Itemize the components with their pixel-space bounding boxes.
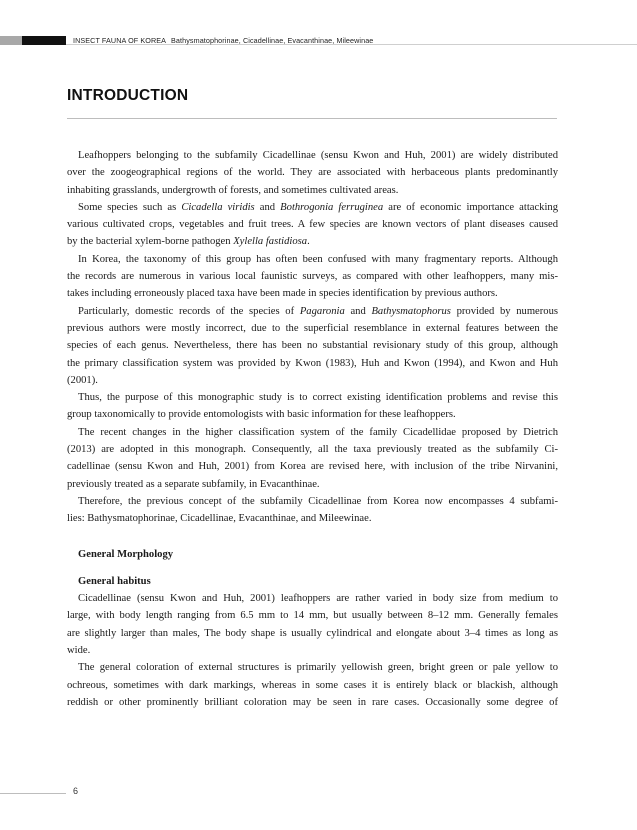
habitus-paragraph-1 xyxy=(67,590,558,659)
text-line: species of each genus. Nevertheless, there has been no substantial revisionary study of this group, although xyxy=(67,340,558,352)
paragraph-3 xyxy=(67,251,558,303)
species-name: Cicadella viridis xyxy=(181,201,255,213)
text-line: reddish or other prominently brilliant coloration may be seen in rare cases. Occasionally some degree of xyxy=(67,696,558,708)
text-line: previously treated as a separate subfamily, in Evacanthinae. xyxy=(67,478,320,490)
text-line: In Korea, the taxonomy of this group has often been confused with many fragmentary reports. Although xyxy=(78,253,558,265)
text-line: Particularly, domestic records of the species of Pagaronia and Bathysmatophorus provided by numerous xyxy=(78,305,559,317)
text-line: wide. xyxy=(67,645,91,657)
text-line: Therefore, the previous concept of the subfamily Cicadellinae from Korea now encompasses 4 subfami- xyxy=(78,495,558,507)
header-series: INSECT FAUNA OF KOREA xyxy=(73,36,167,45)
page-title: INTRODUCTION xyxy=(67,87,189,104)
text-line: ochreous, sometimes with dark markings, whereas in some cases it is entirely black or blackish, although xyxy=(67,679,558,691)
genus-name: Pagaronia xyxy=(299,305,345,317)
text-line: The recent changes in the higher classification system of the family Cicadellidae proposed by Dietrich xyxy=(78,426,558,438)
paragraph-6 xyxy=(67,424,558,493)
text-line: (2001). xyxy=(67,374,98,386)
footer-rule xyxy=(0,793,66,794)
section-heading: General Morphology xyxy=(78,548,174,560)
text-line: group taxonomically to provide entomologists with basic information for these leafhoppers. xyxy=(67,409,456,421)
body-text xyxy=(67,147,558,711)
text-line: over the zoogeographical regions of the world. They are associated with herbaceous plants predominantly xyxy=(67,167,558,179)
paragraph-7 xyxy=(67,493,558,528)
text-line: various cultivated crops, vegetables and fruit trees. A few species are known vectors of plant diseases caused xyxy=(67,219,558,231)
paragraph-4 xyxy=(67,303,558,389)
text-line: Some species such as Cicadella viridis and Bothrogonia ferruginea are of economic importance attacking xyxy=(78,201,559,213)
text-line: the records are numerous in various local faunistic surveys, as compared with other leafhoppers, many mis- xyxy=(67,271,558,283)
text-line: (2013) are adopted in this monograph. Consequently, all the taxa previously treated as the subfamily Ci- xyxy=(67,444,558,456)
text-line: previous authors were mostly incorrect, due to the superficial resemblance in external features between the xyxy=(67,322,558,334)
genus-name: Bathysmatophorus xyxy=(371,305,451,317)
habitus-paragraph-2 xyxy=(67,659,558,711)
text-line: large, with body length ranging from 6.5 mm to 14 mm, but usually between 8‒12 mm. Generally females xyxy=(67,610,558,622)
paragraph-2 xyxy=(67,199,558,251)
text-line: are slightly larger than males, The body shape is usually cylindrical and elongate about 3‒4 times as long as xyxy=(67,627,558,639)
page-number: 6 xyxy=(73,786,79,796)
paragraph-1 xyxy=(67,147,558,199)
text-line: Thus, the purpose of this monographic study is to correct existing identification problems and revise this xyxy=(78,392,558,404)
text-line: takes including erroneously placed taxa have been made in species identification by previous authors. xyxy=(67,288,498,300)
text-line: Leafhoppers belonging to the subfamily Cicadellinae (sensu Kwon and Huh, 2001) are widely distributed xyxy=(78,150,558,161)
header-accent-black xyxy=(22,36,66,45)
text-line: Cicadellinae (sensu Kwon and Huh, 2001) leafhoppers are rather varied in body size from medium to xyxy=(78,593,558,605)
text-line: inhabiting grasslands, undergrowth of forests, and sometimes cultivated areas. xyxy=(67,184,399,196)
species-name: Xylella fastidiosa xyxy=(233,236,308,248)
subsection-heading: General habitus xyxy=(78,575,151,587)
species-name: Bothrogonia ferruginea xyxy=(280,201,384,213)
text-line: lies: Bathysmatophorinae, Cicadellinae, Evacanthinae, and Mileewinae. xyxy=(67,513,372,525)
header-accent-grey xyxy=(0,36,22,45)
text-line: cadellinae (sensu Kwon and Huh, 2001) from Korea are revised here, with inclusion of the tribe Nirvanini, xyxy=(67,461,558,473)
text-line: The general coloration of external structures is primarily yellowish green, bright green or pale yellow to xyxy=(78,662,558,674)
paragraph-5 xyxy=(67,389,558,424)
running-header xyxy=(73,36,373,45)
header-subtitle: Bathysmatophorinae, Cicadellinae, Evacanthinae, Mileewinae xyxy=(171,36,374,45)
text-line: the primary classification system was provided by Kwon (1983), Huh and Kwon (1994), and Kwon and Huh xyxy=(67,357,558,369)
text-line: by the bacterial xylem-borne pathogen Xylella fastidiosa. xyxy=(67,236,310,248)
title-rule xyxy=(67,118,557,119)
